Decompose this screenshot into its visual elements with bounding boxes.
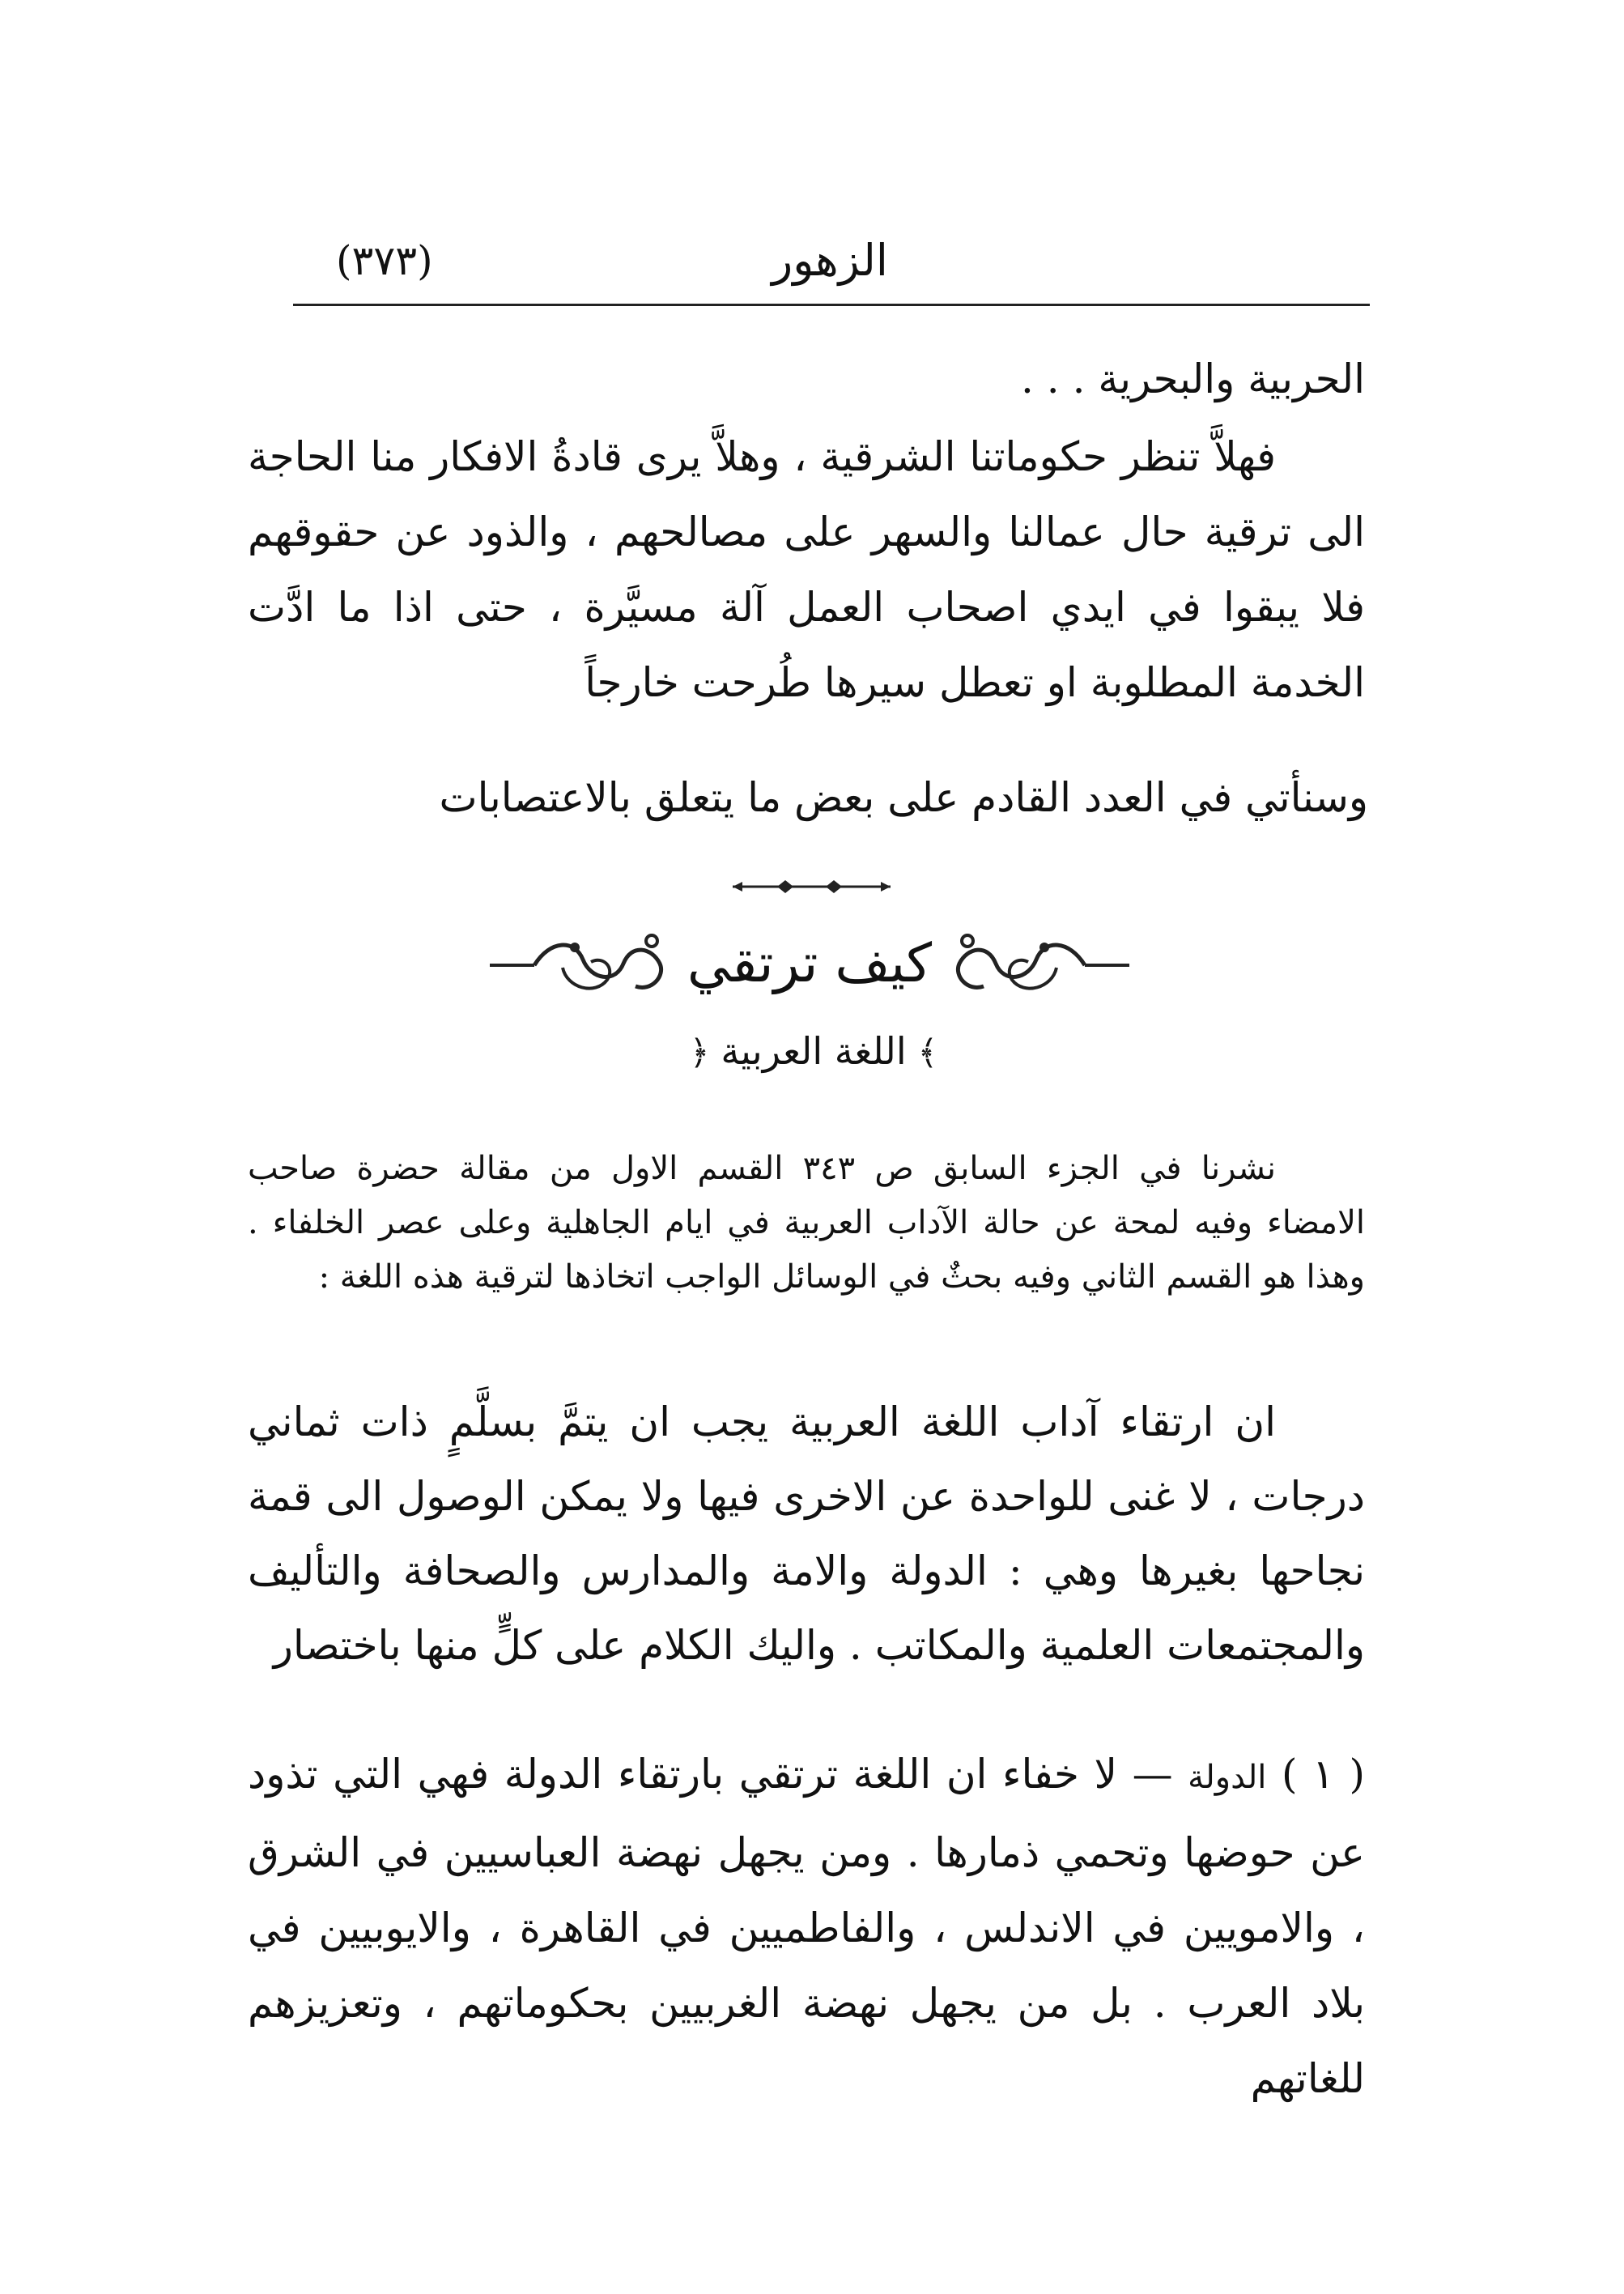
section-text: — لا خفاء ان اللغة ترتقي بارتقاء الدولة فهي التي تذود عن حوضها وتحمي ذمارها . ومن يجهل نهضة العباسيين في الشرق ، والامويين في الاندلس ، والفاطميين في القاهرة ، والايوبيين في بلاد العرب . بل من يجهل نهضة الغربيين بحكوماتهم ، وتعزيزهم للغاتهم bbox=[248, 1751, 1365, 2102]
journal-name: الزهور bbox=[772, 235, 888, 286]
article-subtitle-block bbox=[656, 1019, 971, 1083]
header-rule bbox=[293, 304, 1370, 306]
subtitle-close-bracket: ﴿ bbox=[689, 1032, 710, 1072]
editorial-intro: نشرنا في الجزء السابق ص ٣٤٣ القسم الاول من مقالة حضرة صاحب الامضاء وفيه لمحة عن حالة الآداب العربية في ايام الجاهلية وعلى عصر الخلفاء . وهذا هو القسم الثاني وفيه بحثٌ في الوسائل الواجب اتخاذها لترقية هذه اللغة : bbox=[248, 1150, 1365, 1296]
paragraph-state bbox=[248, 1737, 1365, 2117]
paragraph-workers: فهلاَّ تنظر حكوماتنا الشرقية ، وهلاَّ يرى قادةُ الافكار منا الحاجة الى ترقية حال عمالنا والسهر على مصالحهم ، والذود عن حقوقهم فلا يبقوا في ايدي اصحاب العمل آلة مسيَّرة ، حتى اذا ما ادَّت الخدمة المطلوبة او تعطل سيرها طُرحت خارجاً bbox=[248, 433, 1365, 706]
subtitle-open-bracket: ﴾ bbox=[917, 1032, 938, 1072]
paragraph-next-issue: وسنأتي في العدد القادم على بعض ما يتعلق بالاعتصابات bbox=[439, 774, 1368, 821]
title-right-ornament bbox=[939, 923, 1133, 1004]
page-number: (٣٧٣) bbox=[336, 237, 433, 284]
paragraph-continued: الحربية والبحرية . . . bbox=[1021, 355, 1365, 402]
article-subtitle: اللغة العربية bbox=[721, 1029, 907, 1073]
article-title: كيف ترتقي bbox=[687, 932, 933, 994]
paragraph-eight-steps: ان ارتقاء آداب اللغة العربية يجب ان يتمَّ بسلَّمٍ ذات ثماني درجات ، لا غنى للواحدة عن الاخرى فيها ولا يمكن الوصول الى قمة نجاحها بغيرها وهي : الدولة والامة والمدارس والصحافة والتأليف والمجتمعات العلمية والمكاتب . واليك الكلام على كلٍّ منها باختصار bbox=[248, 1398, 1365, 1669]
page-header bbox=[291, 228, 1368, 293]
section-divider-ornament bbox=[729, 875, 895, 899]
section-keyword: الدولة bbox=[1188, 1759, 1267, 1796]
article-title-block bbox=[486, 907, 1133, 1020]
section-number: ( ١ ) bbox=[1281, 1751, 1365, 1798]
